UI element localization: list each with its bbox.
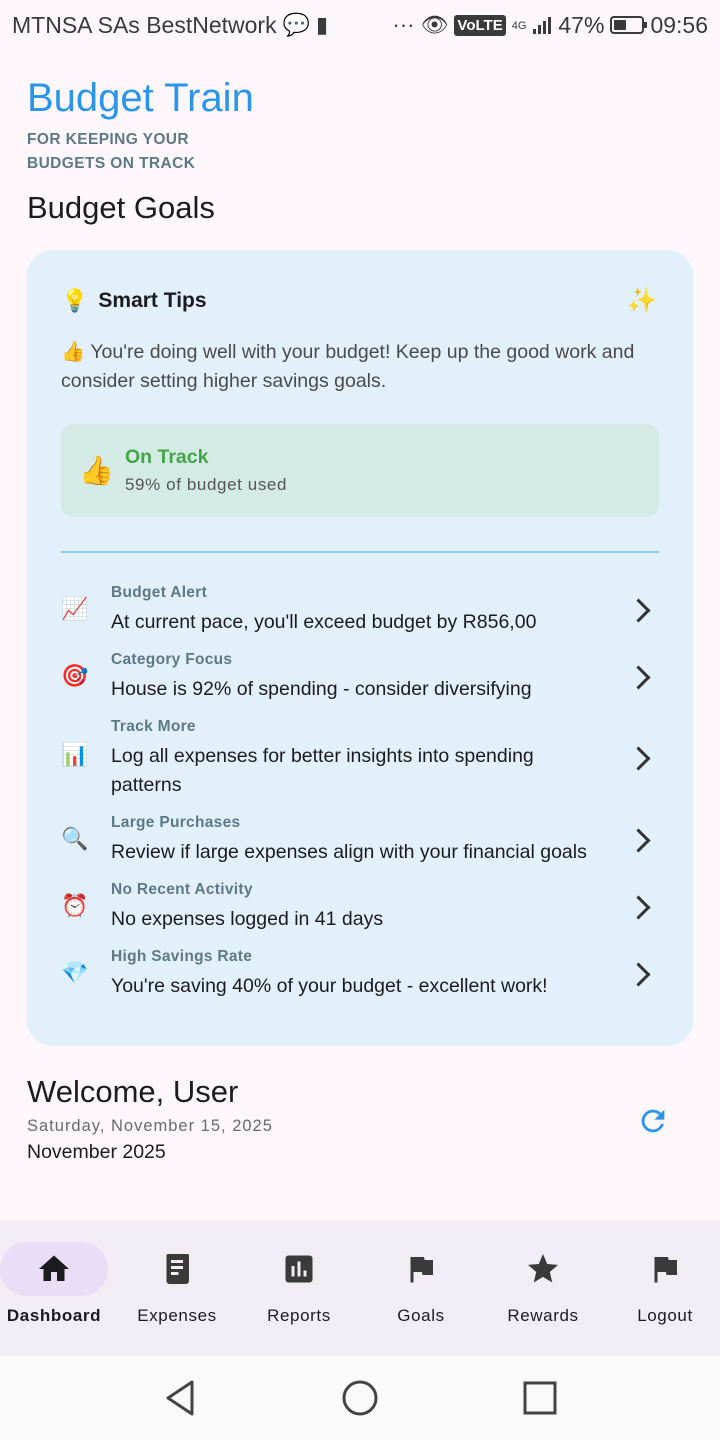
trend-up-icon: 📈	[61, 596, 89, 621]
alarm-clock-icon: ⏰	[61, 893, 89, 918]
page-title: Budget Goals	[27, 190, 215, 225]
tip-category: Category Focus	[111, 651, 233, 668]
budget-status-detail: 59% of budget used	[125, 475, 288, 494]
smart-tips-message: 👍 You're doing well with your budget! Keep up the good work and consider setting higher savings goals.	[61, 341, 635, 392]
nav-logout[interactable]	[605, 1220, 720, 1356]
smart-tips-card	[27, 250, 693, 1046]
app-subtitle	[27, 128, 195, 176]
bottom-nav	[0, 1220, 720, 1356]
nav-dashboard[interactable]	[0, 1220, 114, 1356]
app-subtitle-line2: BUDGETS ON TRACK	[27, 155, 196, 172]
sparkle-icon: ✨	[627, 287, 657, 314]
tip-text: At current pace, you'll exceed budget by R856,00	[111, 611, 537, 633]
smart-tips-title: Smart Tips	[98, 289, 207, 312]
nav-goals[interactable]	[361, 1220, 481, 1356]
tip-text: You're saving 40% of your budget - excellent work!	[111, 975, 548, 997]
chevron-right-icon[interactable]	[626, 746, 650, 770]
more-notifications-icon: ···	[392, 12, 415, 37]
home-circle-icon[interactable]	[340, 1378, 380, 1418]
eye-icon: 👁	[420, 12, 449, 37]
app-title: Budget Train	[27, 76, 254, 120]
budget-status-box	[61, 424, 659, 517]
back-icon[interactable]	[160, 1378, 200, 1418]
tip-category: Budget Alert	[111, 584, 208, 601]
tip-text: No expenses logged in 41 days	[111, 908, 384, 930]
recent-apps-icon[interactable]	[520, 1378, 560, 1418]
welcome-greeting: Welcome, User	[27, 1074, 239, 1109]
carrier-name: MTNSA SAs BestNetwork	[12, 11, 277, 38]
nav-label: Expenses	[137, 1306, 217, 1325]
tip-category: No Recent Activity	[111, 881, 253, 898]
nav-label: Logout	[637, 1306, 693, 1325]
clock: 09:56	[650, 11, 708, 38]
network-type: 4G	[511, 19, 527, 32]
magnifier-icon: 🔍	[61, 826, 89, 851]
tip-category: Large Purchases	[111, 814, 241, 831]
nav-rewards[interactable]	[483, 1220, 603, 1356]
battery-icon	[610, 16, 644, 34]
nav-expenses[interactable]	[117, 1220, 237, 1356]
nav-label: Reports	[267, 1306, 331, 1325]
nav-label: Goals	[397, 1306, 445, 1325]
tip-item-budget-alert[interactable]	[61, 584, 659, 636]
volte-badge: VoLTE	[454, 15, 505, 36]
sd-card-icon: ▮	[315, 12, 329, 37]
receipt-icon	[159, 1251, 195, 1287]
current-month: November 2025	[27, 1141, 166, 1163]
current-date: Saturday, November 15, 2025	[27, 1117, 273, 1135]
chevron-right-icon[interactable]	[626, 598, 650, 622]
target-icon: 🎯	[61, 663, 89, 688]
tip-category: Track More	[111, 718, 196, 735]
chevron-right-icon[interactable]	[626, 665, 650, 689]
nav-reports[interactable]	[239, 1220, 359, 1356]
nav-label: Dashboard	[6, 1306, 102, 1325]
divider	[61, 551, 659, 553]
tip-category: High Savings Rate	[111, 948, 253, 965]
battery-percent: 47%	[558, 11, 605, 38]
lightbulb-icon: 💡	[61, 288, 89, 313]
nav-label: Rewards	[507, 1306, 579, 1325]
tip-item-no-recent-activity[interactable]	[61, 881, 659, 933]
tip-item-category-focus[interactable]	[61, 651, 659, 703]
chat-bubble-icon: 💬	[282, 12, 310, 37]
chevron-right-icon[interactable]	[626, 895, 650, 919]
tip-text: Log all expenses for better insights into spending patterns	[111, 745, 534, 796]
app-subtitle-line1: FOR KEEPING YOUR	[27, 131, 189, 148]
star-icon	[525, 1251, 561, 1287]
smart-tips-header	[61, 288, 207, 314]
bar-chart-icon: 📊	[61, 742, 89, 767]
diamond-icon: 💎	[61, 960, 89, 985]
signal-icon	[532, 15, 552, 35]
tip-item-track-more[interactable]	[61, 718, 659, 798]
home-icon	[36, 1251, 72, 1287]
flag-icon	[647, 1251, 683, 1287]
bar-chart-icon	[281, 1251, 317, 1287]
thumbs-up-icon: 👍	[79, 455, 114, 486]
tip-text: Review if large expenses align with your financial goals	[111, 841, 587, 863]
flag-icon	[403, 1251, 439, 1287]
tip-item-high-savings-rate[interactable]	[61, 948, 659, 1000]
tip-item-large-purchases[interactable]	[61, 814, 659, 866]
refresh-icon[interactable]	[636, 1104, 670, 1138]
tip-text: House is 92% of spending - consider diversifying	[111, 678, 532, 700]
chevron-right-icon[interactable]	[626, 962, 650, 986]
budget-status-label: On Track	[125, 446, 209, 468]
chevron-right-icon[interactable]	[626, 828, 650, 852]
status-bar	[0, 0, 720, 50]
system-nav-bar	[0, 1356, 720, 1440]
